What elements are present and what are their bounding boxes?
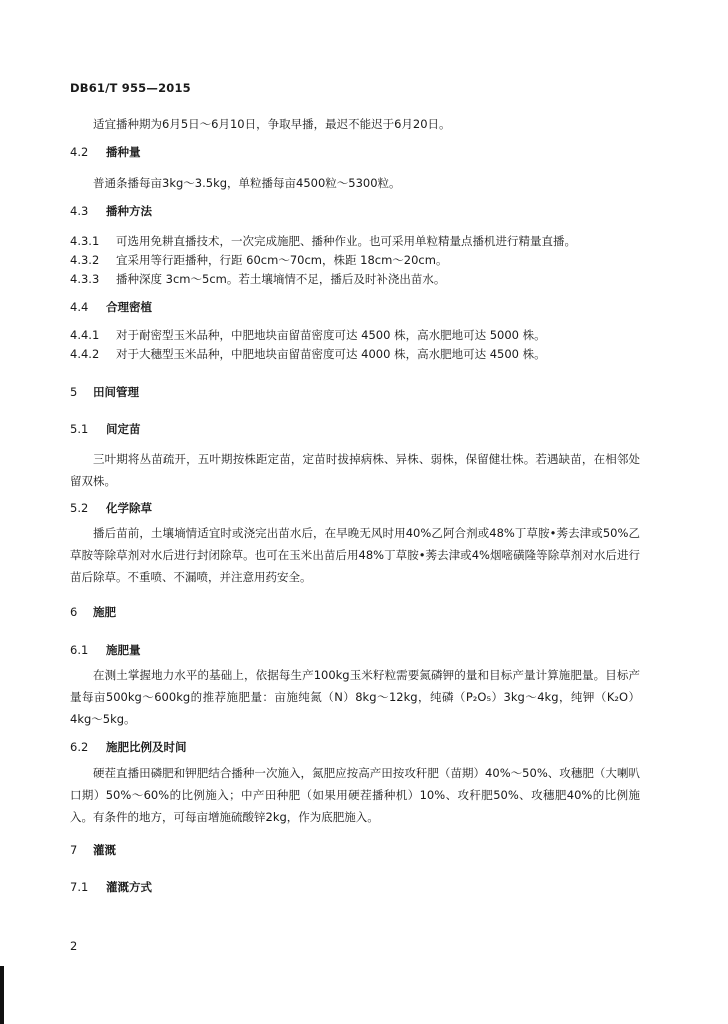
heading-number: 5.2 xyxy=(70,501,89,515)
heading-5-2 xyxy=(70,497,640,519)
clause-number: 4.3.2 xyxy=(70,253,100,267)
heading-4-3 xyxy=(70,200,640,222)
heading-4-4 xyxy=(70,296,640,318)
heading-number: 6.1 xyxy=(70,643,89,657)
clause-number: 4.4.2 xyxy=(70,347,100,361)
clause-4-3-3 xyxy=(70,268,640,290)
clause-text: 宜采用等行距播种，行距 60cm～70cm，株距 18cm～20cm。 xyxy=(116,253,448,267)
heading-4-2 xyxy=(70,141,640,163)
heading-number: 4.4 xyxy=(70,300,89,314)
clause-number: 4.3.3 xyxy=(70,272,100,286)
heading-number: 5.1 xyxy=(70,422,89,436)
heading-title: 田间管理 xyxy=(93,385,139,399)
clause-number: 4.4.1 xyxy=(70,328,100,342)
heading-number: 5 xyxy=(70,385,78,399)
heading-title: 灌溉 xyxy=(93,843,116,857)
heading-title: 播种方法 xyxy=(106,204,152,218)
page-number: 2 xyxy=(70,939,78,953)
clause-text: 可选用免耕直播技术，一次完成施肥、播种作业。也可采用单粒精量点播机进行精量直播。 xyxy=(116,234,576,248)
clause-text: 播种深度 3cm～5cm。若土壤墒情不足，播后及时补浇出苗水。 xyxy=(116,272,446,286)
weeding-text: 播后苗前，土壤墒情适宜时或浇完出苗水后，在早晚无风时用40%乙阿合剂或48%丁草胺•莠去津或50%乙草胺等除草剂对水后进行封闭除草。也可在玉米出苗后用48%丁草胺•莠去津或4%烟嘧磺隆等除草剂对水后进行苗后除草。不重喷、不漏喷，并注意用药安全。 xyxy=(70,526,640,584)
heading-number: 6 xyxy=(70,605,78,619)
clause-text: 对于耐密型玉米品种，中肥地块亩留苗密度可达 4500 株，高水肥地可达 5000 株。 xyxy=(116,328,546,342)
clause-number: 4.3.1 xyxy=(70,234,100,248)
heading-6-2 xyxy=(70,736,640,758)
heading-title: 施肥比例及时间 xyxy=(106,740,187,754)
fertilizer-ratio-text: 硬茬直播田磷肥和钾肥结合播种一次施入，氮肥应按高产田按攻秆肥（苗期）40%～50%、攻穗肥（大喇叭口期）50%～60%的比例施入；中产田种肥（如果用硬茬播种机）10%、攻秆肥50%、攻穗肥40%的比例施入。有条件的地方，可每亩增施硫酸锌2kg，作为底肥施入。 xyxy=(70,766,640,824)
heading-title: 间定苗 xyxy=(106,422,141,436)
thinning-text: 三叶期将丛苗疏开，五叶期按株距定苗，定苗时拔掉病株、异株、弱株，保留健壮株。若遇缺苗，在相邻处留双株。 xyxy=(70,452,640,488)
heading-title: 灌溉方式 xyxy=(106,880,152,894)
heading-6-1 xyxy=(70,639,640,661)
heading-number: 4.2 xyxy=(70,145,89,159)
heading-title: 合理密植 xyxy=(106,300,152,314)
clause-text: 对于大穗型玉米品种，中肥地块亩留苗密度可达 4000 株，高水肥地可达 4500 株。 xyxy=(116,347,546,361)
document-code: DB61/T 955—2015 xyxy=(70,81,191,95)
heading-title: 播种量 xyxy=(106,145,141,159)
heading-title: 化学除草 xyxy=(106,501,152,515)
heading-number: 4.3 xyxy=(70,204,89,218)
sowing-period-text: 适宜播种期为6月5日～6月10日，争取早播，最迟不能迟于6月20日。 xyxy=(93,117,451,131)
heading-title: 施肥量 xyxy=(106,643,141,657)
scan-edge-mark xyxy=(0,966,4,1024)
heading-5 xyxy=(70,381,640,403)
heading-6 xyxy=(70,601,640,623)
heading-7 xyxy=(70,839,640,861)
heading-number: 6.2 xyxy=(70,740,89,754)
heading-number: 7.1 xyxy=(70,880,89,894)
fertilizer-amount-text: 在测土掌握地力水平的基础上，依据每生产100kg玉米籽粒需要氮磷钾的量和目标产量计算施肥量。目标产量每亩500kg～600kg的推荐施肥量：亩施纯氮（N）8kg～12kg，纯磷（P₂O₅）3kg～4kg，纯钾（K₂O）4kg～5kg。 xyxy=(70,668,640,726)
seeding-rate-text: 普通条播每亩3kg～3.5kg，单粒播每亩4500粒～5300粒。 xyxy=(93,176,401,190)
heading-number: 7 xyxy=(70,843,78,857)
heading-title: 施肥 xyxy=(93,605,116,619)
clause-4-4-2 xyxy=(70,343,640,365)
heading-7-1 xyxy=(70,876,640,898)
heading-5-1 xyxy=(70,418,640,440)
